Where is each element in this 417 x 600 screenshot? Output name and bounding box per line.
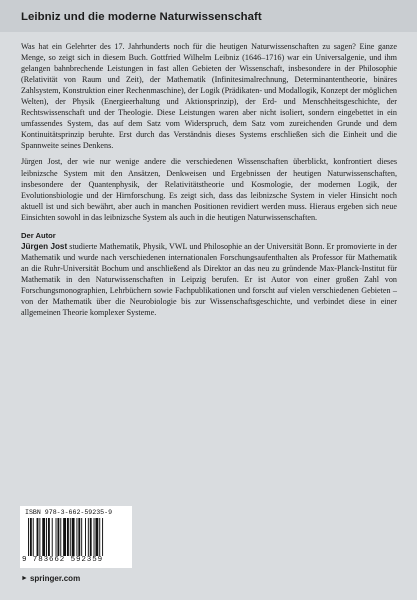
barcode-bar — [46, 518, 47, 556]
barcode-bar — [72, 518, 75, 556]
barcode-bar — [78, 518, 80, 556]
barcode-bar — [88, 518, 89, 556]
book-title: Leibniz und die moderne Naturwissenschaft — [21, 11, 262, 23]
barcode-bar — [99, 518, 100, 556]
blurb-paragraph-1: Was hat ein Gelehrter des 17. Jahrhunderts noch für die heutigen Naturwissenschaften zu sagen? Eine ganze Menge, so zeigt sich in diesem Buch. Gottfried Wilhelm Leibniz (1646–1716) war ein Universalgenie, und ihm gelangen bahnbrechende Leistungen in fast allen Gebieten der Wissenschaft, insbesondere in der Philosophie (Relativität von Raum und Zeit), der Mathematik (Infinitesimalrechnung, Determinantentheorie, binäres Zahlsystem, Konstruktion einer Rechenmaschine), der Logik (Prädikaten- und Modallogik, Konzept der möglichen Welten), der Physik (Energieerhaltung und Aktionsprinzip), der Erd- und Menschheitsgeschichte, der Rechtswissenschaft und der Theologie. Diese Leistungen waren aber nicht isoliert, sondern eingebettet in ein umfassendes System, das auf dem Satz vom Widerspruch, dem Satz vom zureichenden Grunde und dem Kontinuitätsprinzip beruhte. Erst durch das Verständnis dieses Systems erschließen sich die Einheit und die Spannweite seines Denkens. — [21, 42, 397, 151]
publisher-url[interactable] — [21, 574, 80, 586]
barcode-bar — [102, 518, 103, 556]
barcode-bar — [42, 518, 45, 556]
author-heading: Der Autor — [21, 230, 56, 240]
barcode-bar — [85, 518, 86, 556]
author-bio — [21, 241, 397, 318]
barcode-bar — [37, 518, 39, 556]
author-name: Jürgen Jost — [21, 241, 68, 251]
publisher-url-text: springer.com — [29, 574, 81, 583]
barcode-bar — [67, 518, 69, 556]
barcode-bar — [70, 518, 71, 556]
barcode-bar — [81, 518, 82, 556]
barcode-bar — [60, 518, 61, 556]
barcode-bar — [33, 518, 34, 556]
barcode-bar — [48, 518, 50, 556]
barcode-bar — [94, 518, 95, 556]
author-bio-text: studierte Mathematik, Physik, VWL und Philosophie an der Universität Bonn. Er promovierte in der Mathematik und wurde nach verschiedenen internationalen Forschungsaufenthalten als Professor für Mathematik an die Ruhr-Universität Bochum und anschließend als Direktor an das neu zu gründende Max-Planck-Institut für Mathematik in den Naturwissenschaften in Leipzig berufen. Er ist Autor von einer großen Zahl von Forschungsmonographien, Lehrbüchern sowie Fachpublikationen und forscht auf vielen verschiedenen Gebieten – von der Mathematik über die Neurobiologie bis zur Wissenschaftsgeschichte, und verbindet diese in einer allgemeinen Theorie komplexer Systeme. — [21, 241, 398, 318]
barcode-bar — [28, 518, 29, 556]
barcode-bar — [95, 518, 98, 556]
barcode-bar — [56, 518, 57, 556]
blurb-content — [21, 41, 397, 318]
isbn-label: ISBN 978-3-662-59235-9 — [25, 509, 113, 516]
barcode-bar — [39, 518, 40, 556]
springer-horse-icon: ► — [21, 575, 28, 582]
barcode-bar — [63, 518, 66, 556]
title-bar — [0, 0, 417, 32]
barcode-box — [20, 506, 132, 568]
barcode-digits: 9 783662 592359 — [22, 556, 104, 564]
barcode-bar — [57, 518, 59, 556]
barcode-bar — [76, 518, 77, 556]
barcode-graphic — [28, 518, 126, 556]
barcode-bar — [52, 518, 53, 556]
blurb-paragraph-2: Jürgen Jost, der wie nur wenige andere die verschiedenen Wissenschaften überblickt, konfrontiert dieses leibnizsche System mit den Ansätzen, Denkweisen und Ergebnissen der heutigen Naturwissenschaften, insbesondere der Quantenphysik, der Relativitätstheorie und Kosmologie, der modernen Logik, der Evolutionsbiologie und der Hirnforschung. Es zeigt sich, dass das leibnizsche System in vieler Hinsicht noch aktuell ist und sich bewährt, aber auch in manchen Positionen revidiert werden muss. Hieraus ergeben sich neue Einsichten sowohl in das leibnizsche System als auch in die heutigen Naturwissenschaften. — [21, 157, 397, 222]
barcode-bar — [30, 518, 32, 556]
barcode-bar — [90, 518, 92, 556]
